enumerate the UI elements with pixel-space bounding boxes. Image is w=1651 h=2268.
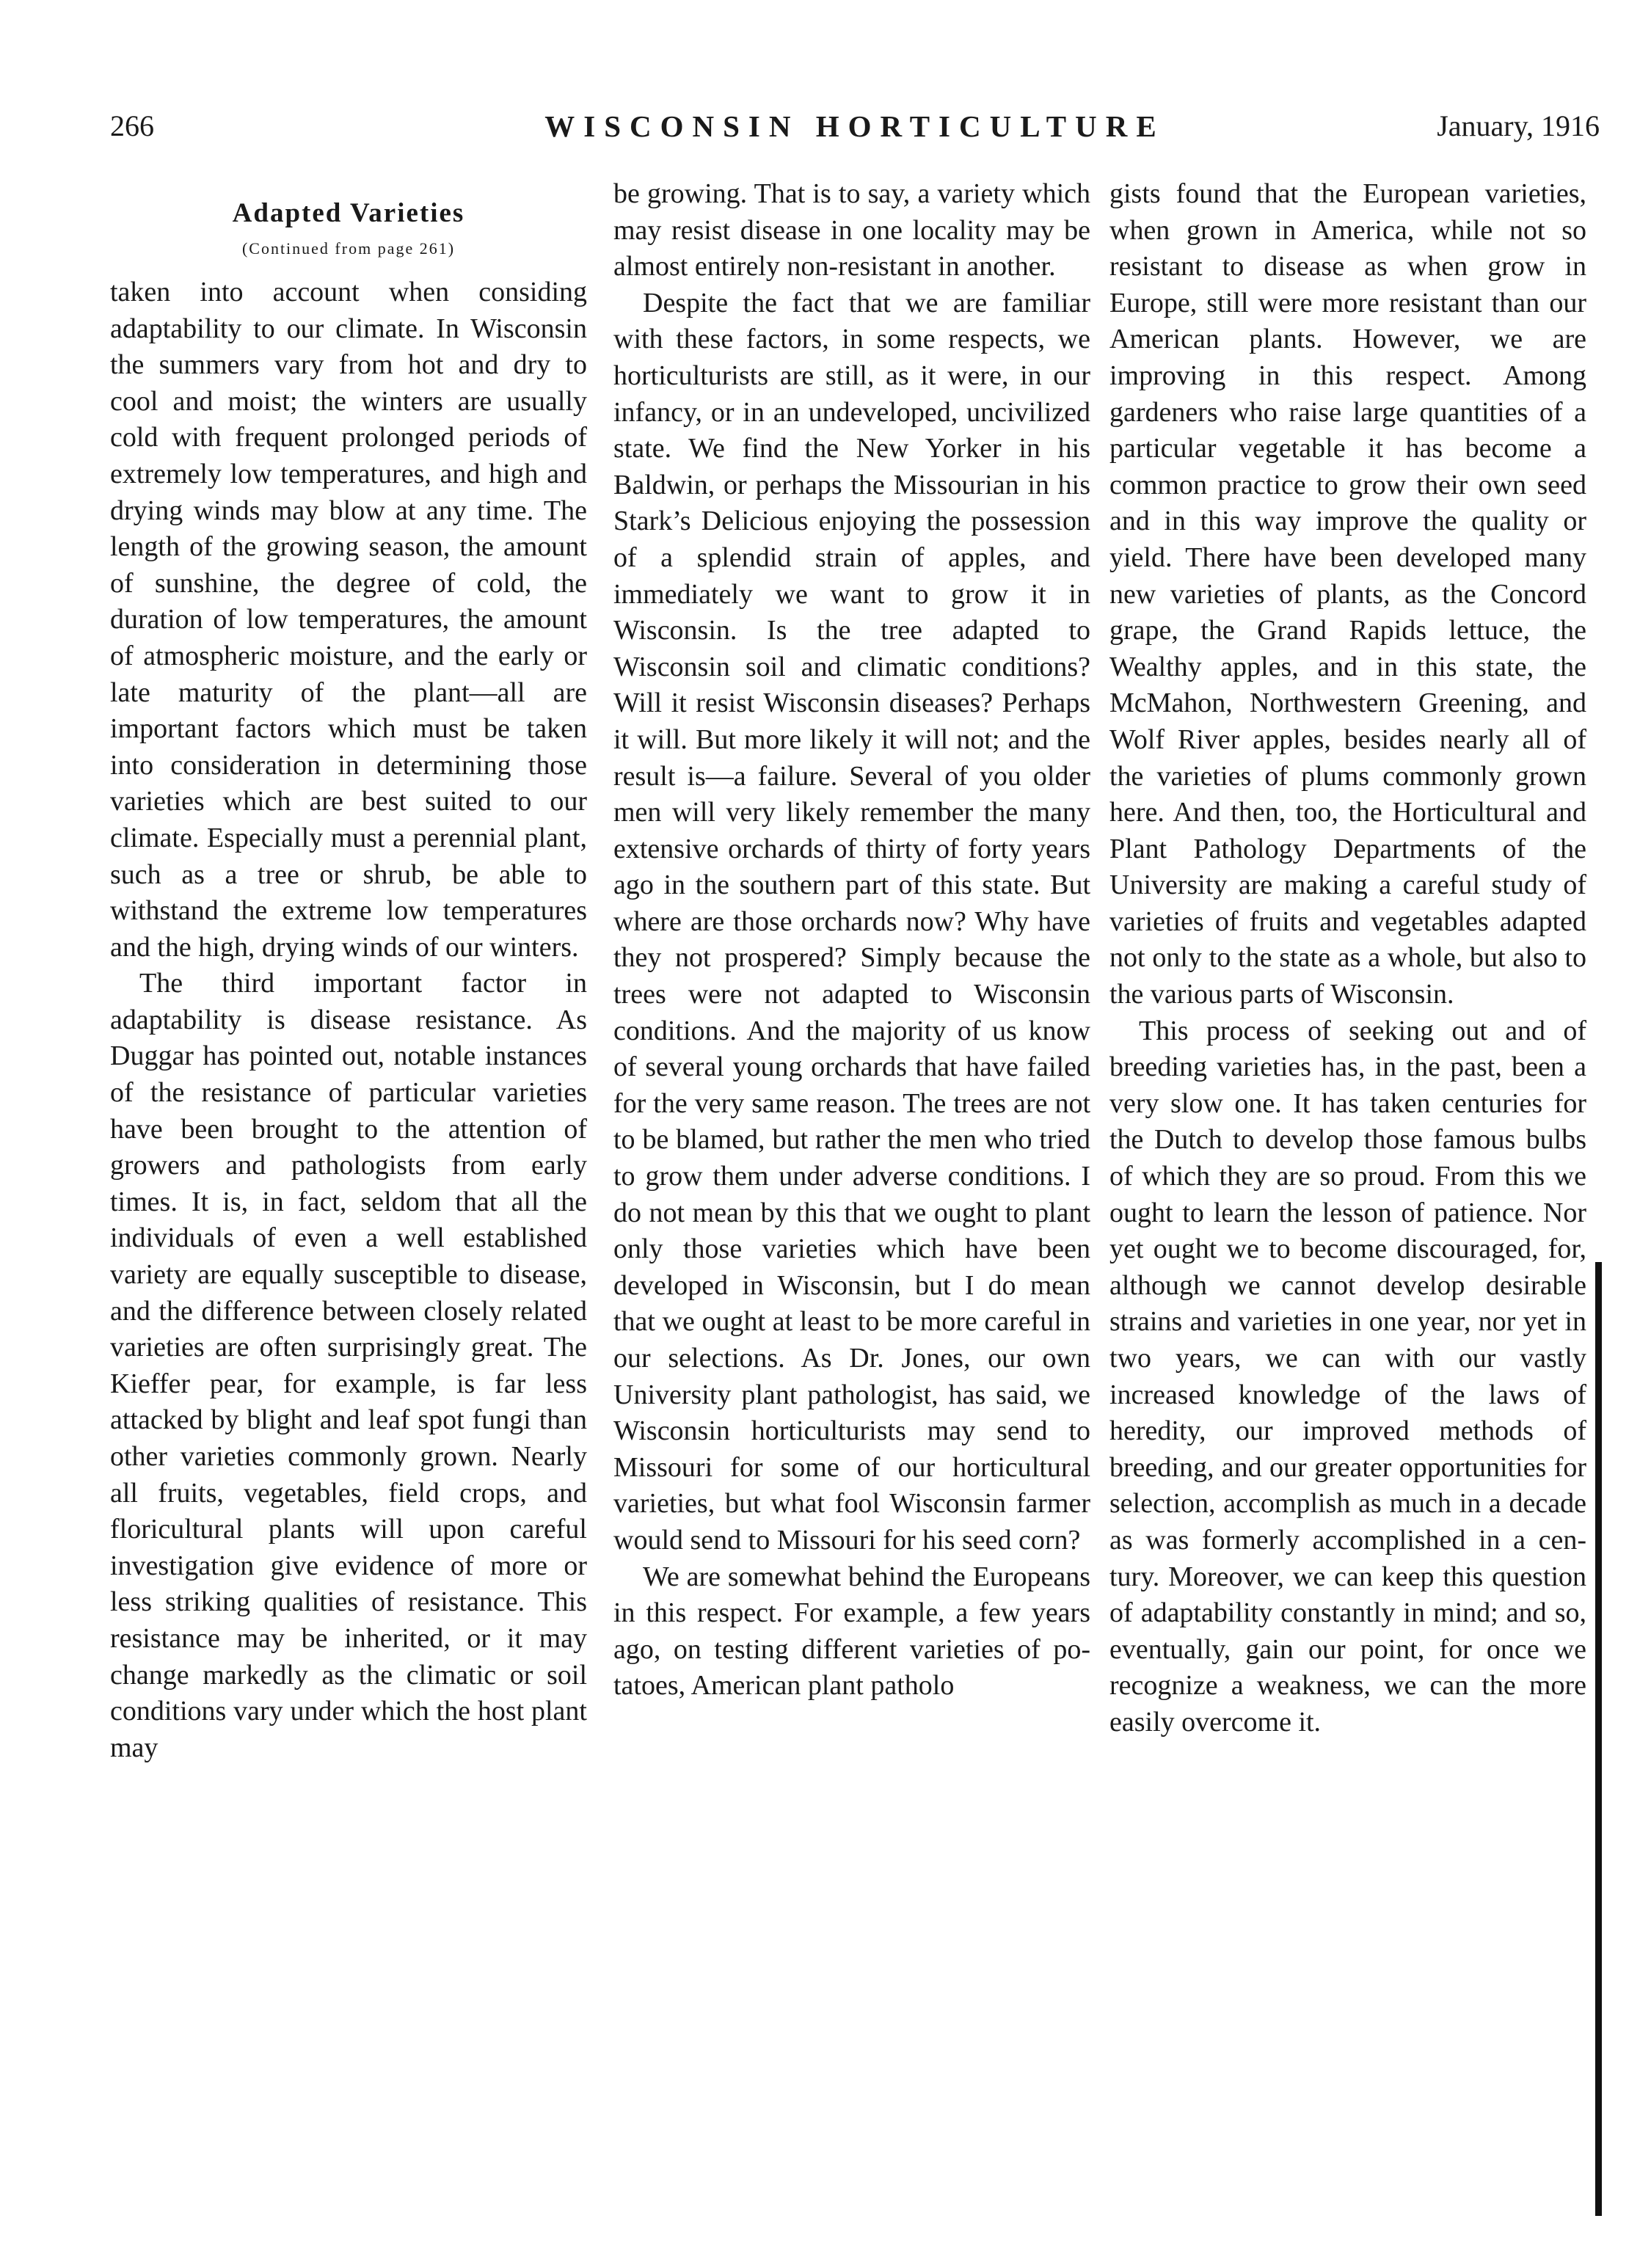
paragraph: The third important factor in adaptability is disease resistance. As Duggar has pointed out, notable instances of the resistance of particular varieties have been brought to the attention of growers and pathologists from early times. It is, in fact, seldom that all the individuals of even a well established variety are equally susceptible to disease, and the difference between closely related varieties are often surprisingly great. The Kieffer pear, for example, is far less attacked by blight and leaf spot fungi than other varieties commonly grown. Nearly all fruits, vegetables, field crops, and floricultural plants will upon careful investigation give evidence of more or less striking qualities of resistance. This resistance may be inherited, or it may change markedly as the climatic or soil conditions vary under which the host plant may [110, 968, 587, 1763]
page-number: 266 [110, 109, 154, 142]
continued-note: (Continued from page 261) [241, 239, 456, 258]
paragraph-continued: gists found that the European varieties, when grown in America, while not so resistant to disease as when grow in Europe, still were more resistant than our American plants. However, we are improving in this respect. Among gardeners who raise large quantities of a particular vegetable it has become a common practice to grow their own seed and in this way improve the quality or yield. There have been developed many new varieties of plants, as the Concord grape, the Grand Rapids lettuce, the Wealthy apples, and in this state, the McMahon, Northwestern Greening, and Wolf River apples, besides nearly all of the varieties of plums commonly grown here. And then, too, the Horticultural and Plant Pathology Departments of the University are making a careful study of varieties of fruits and vegetables adapted not only to the state as a whole, but also to the various parts of Wisconsin. [1109, 178, 1586, 1010]
column-3 [1109, 176, 1586, 1741]
paragraph: This process of seeking out and of breeding varieties has, in the past, been a very slow one. It has taken centuries for the Dutch to develop those famous bulbs of which they are so proud. From this we ought to learn the lesson of patience. Nor yet ought we to become discouraged, for, although we cannot develop desirable strains and varieties in one year, nor yet in two years, we can with our vastly increased knowledge of the laws of heredity, our improved methods of breeding, and our greater opportunities for selection, accomplish as much in a decade as was formerly accomplished in a century. Moreover, we can keep this question of adaptability constantly in mind; and so, eventually, gain our point, for once we recognize a weakness, we can the more easily overcome it. [1109, 1015, 1586, 1738]
running-header [110, 109, 1600, 153]
column-2 [613, 176, 1090, 1704]
paragraph: Despite the fact that we are familiar with these factors, in some respects, we horticulturists are still, as it were, in our infancy, or in an undeveloped, uncivilized state. We find the New Yorker in his Baldwin, or perhaps the Missourian in his Stark’s Delicious enjoying the possession of a splendid strain of apples, and immediately we want to grow it in Wisconsin. Is the tree adapted to Wisconsin soil and climatic conditions? Will it resist Wisconsin diseases? Perhaps it will. But more likely it will not; and the result is—a failure. Several of you older men will very likely remember the many extensive orchards of thirty of forty years ago in the southern part of this state. But where are those orchards now? Why have they not prospered? Simply because the trees were not adapted to Wisconsin conditions. And the majority of us know of several young orchards that have failed for the very same reason. The trees are not to be blamed, but rather the men who tried to grow them under adverse conditions. I do not mean by this that we ought to plant only those varieties which have been developed in Wisconsin, but I do mean that we ought at least to be more careful in our selections. As Dr. Jones, our own University plant pathologist, has said, we Wisconsin horticulturists may send to Missouri for some of our horticultural varieties, but what fool Wisconsin farmer would send to Missouri for his seed corn? [613, 287, 1090, 1556]
journal-title: WISCONSIN HORTICULTURE [544, 109, 1165, 143]
paragraph-continued: be growing. That is to say, a variety which may resist disease in one locality may be almost entirely non-resistant in another. [613, 178, 1090, 282]
column-1 [110, 176, 587, 1766]
scan-edge-mark [1595, 1262, 1602, 2216]
paragraph: We are somewhat behind the Europeans in this respect. For example, a few years ago, on testing different varieties of potatoes, American plant patholo [613, 1561, 1090, 1702]
article-title: Adapted Varieties [232, 198, 465, 228]
paragraph: taken into account when considing adaptability to our climate. In Wisconsin the summers vary from hot and dry to cool and moist; the winters are usually cold with frequent prolonged periods of extremely low temperatures, and high and drying winds may blow at any time. The length of the growing season, the amount of sunshine, the degree of cold, the duration of low temperatures, the amount of atmospheric moisture, and the early or late maturity of the plant—all are important factors which must be taken into consideration in determining those varieties which are best suited to our climate. Especially must a perennial plant, such as a tree or shrub, be able to withstand the extreme low temperatures and the high, drying winds of our winters. [110, 277, 587, 963]
issue-date: January, 1916 [1437, 109, 1600, 142]
